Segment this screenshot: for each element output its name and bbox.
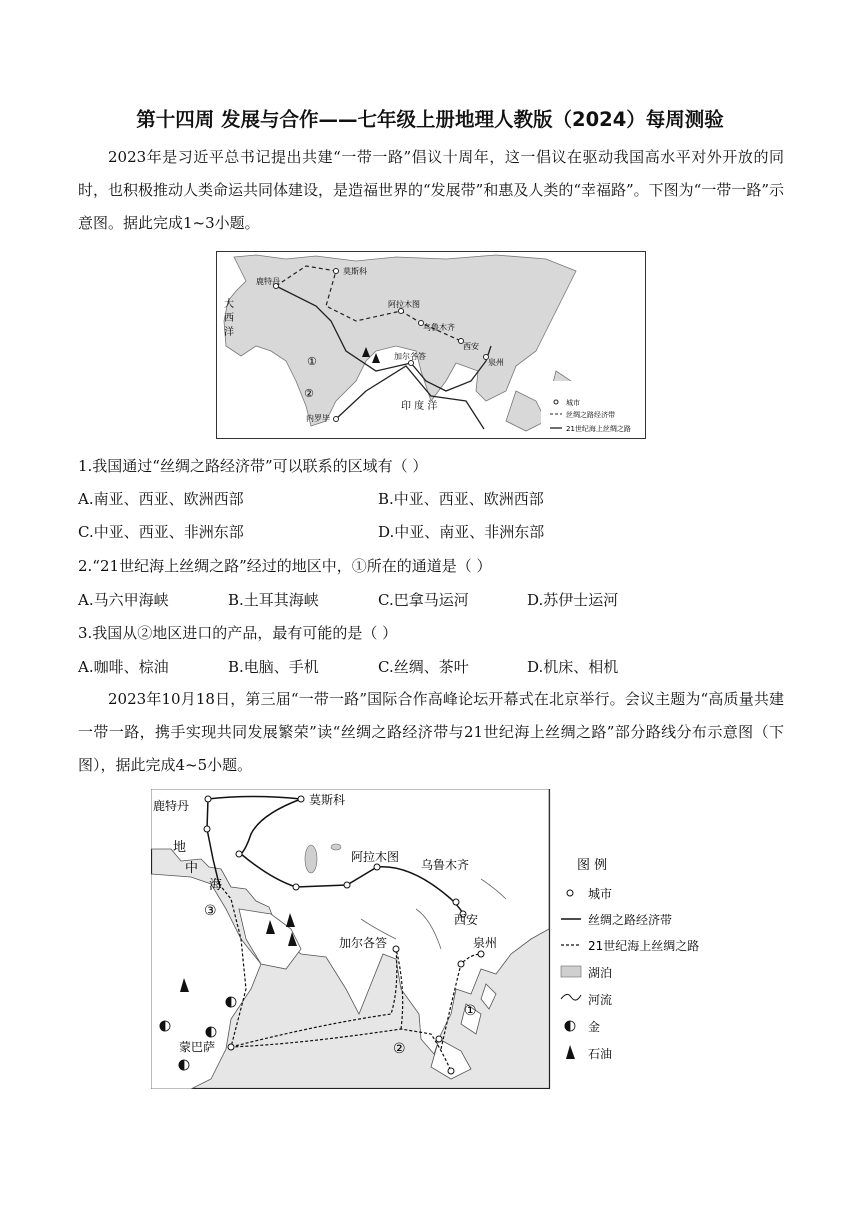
question-1-option-d[interactable]: D.中亚、南亚、非洲东部 — [378, 523, 545, 541]
map2-label-moscow: 莫斯科 — [309, 793, 346, 807]
map1-label-kolkata: 加尔各答 — [394, 352, 426, 361]
map1-marker-1: ① — [307, 355, 317, 368]
question-1-option-b[interactable]: B.中亚、西亚、欧洲西部 — [378, 490, 544, 508]
question-3-option-b[interactable]: B.电脑、手机 — [228, 658, 319, 676]
map2-label-med-3: 海 — [209, 878, 223, 893]
map2-label-almaty: 阿拉木图 — [351, 850, 400, 864]
map2-legend-city: 城市 — [588, 887, 613, 901]
map1-legend-city: 城市 — [566, 399, 580, 407]
belt-road-map-2 — [151, 789, 711, 1089]
question-3-option-a[interactable]: A.咖啡、棕油 — [78, 658, 169, 676]
map2-label-kolkata: 加尔各答 — [339, 936, 388, 950]
question-2-stem: 2.“21世纪海上丝绸之路”经过的地区中，①所在的通道是（ ） — [78, 557, 492, 575]
question-3-stem: 3.我国从②地区进口的产品，最有可能的是（ ） — [78, 624, 398, 642]
question-2-option-a[interactable]: A.马六甲海峡 — [78, 591, 169, 609]
intro-paragraph-2: 2023年10月18日，第三届“一带一路”国际合作高峰论坛开幕式在北京举行。会议主题为“高质量共建一带一路，携手实现共同发展繁荣”读“丝绸之路经济带与21世纪海上丝绸之路”部分路线分布示意图（下图），据此完成4~5小题。 — [78, 690, 784, 774]
belt-road-map-1 — [216, 251, 646, 439]
map1-label-atlantic-1: 大 — [224, 299, 234, 310]
map2-label-quanzhou: 泉州 — [473, 936, 498, 950]
question-1-stem: 1.我国通过“丝绸之路经济带”可以联系的区域有（ ） — [78, 457, 428, 475]
map2-legend-belt: 丝绸之路经济带 — [588, 913, 673, 927]
map2-legend-oil: 石油 — [588, 1047, 613, 1061]
map2-label-med-2: 中 — [185, 861, 199, 876]
map1-label-xian: 西安 — [463, 342, 479, 351]
map2-legend-title: 图 例 — [577, 858, 608, 873]
question-2-option-b[interactable]: B.土耳其海峡 — [228, 591, 319, 609]
map2-label-rotterdam: 鹿特丹 — [153, 799, 190, 813]
map1-label-atlantic-3: 洋 — [224, 327, 234, 338]
map1-label-quanzhou: 泉州 — [488, 358, 504, 367]
map2-legend-lake: 湖泊 — [588, 966, 613, 980]
map1-legend-maritime: 21世纪海上丝绸之路 — [566, 425, 631, 433]
map2-marker-3: ③ — [204, 903, 217, 919]
map1-legend-belt: 丝绸之路经济带 — [566, 411, 615, 419]
map2-legend-river: 河流 — [588, 993, 613, 1007]
map2-label-med-1: 地 — [173, 840, 187, 855]
map2-label-xian: 西安 — [454, 913, 479, 927]
map2-label-urumqi: 乌鲁木齐 — [421, 858, 470, 872]
page-title: 第十四周 发展与合作——七年级上册地理人教版（2024）每周测验 — [136, 108, 724, 131]
question-1-option-c[interactable]: C.中亚、西亚、非洲东部 — [78, 523, 244, 541]
map1-label-atlantic-2: 西 — [224, 313, 234, 324]
map2-label-mombasa: 蒙巴萨 — [179, 1040, 216, 1054]
question-2-option-c[interactable]: C.巴拿马运河 — [378, 591, 469, 609]
map2-legend-gold: 金 — [588, 1020, 601, 1034]
question-1-option-a[interactable]: A.南亚、西亚、欧洲西部 — [78, 490, 244, 508]
map2-marker-1: ① — [464, 1003, 477, 1019]
map2-legend-maritime: 21世纪海上丝绸之路 — [588, 939, 700, 953]
intro-paragraph-1: 2023年是习近平总书记提出共建“一带一路”倡议十周年，这一倡议在驱动我国高水平对外开放的同时，也积极推动人类命运共同体建设，是造福世界的“发展带”和惠及人类的“幸福路”。下图为“一带一路”示意图。据此完成1~3小题。 — [78, 148, 785, 232]
map1-label-almaty: 阿拉木图 — [388, 300, 420, 309]
question-2-option-d[interactable]: D.苏伊士运河 — [527, 591, 619, 609]
map1-label-indian-ocean: 印 度 洋 — [401, 401, 438, 412]
question-3-option-c[interactable]: C.丝绸、茶叶 — [378, 658, 469, 676]
map1-marker-2: ② — [304, 387, 314, 400]
map2-marker-2: ② — [393, 1041, 406, 1057]
map1-label-moscow: 莫斯科 — [343, 267, 367, 276]
map1-label-urumqi: 乌鲁木齐 — [423, 323, 455, 332]
map1-label-rotterdam: 鹿特丹 — [256, 277, 280, 286]
question-3-option-d[interactable]: D.机床、相机 — [527, 658, 619, 676]
map1-label-nairobi: 内罗毕 — [306, 414, 330, 423]
